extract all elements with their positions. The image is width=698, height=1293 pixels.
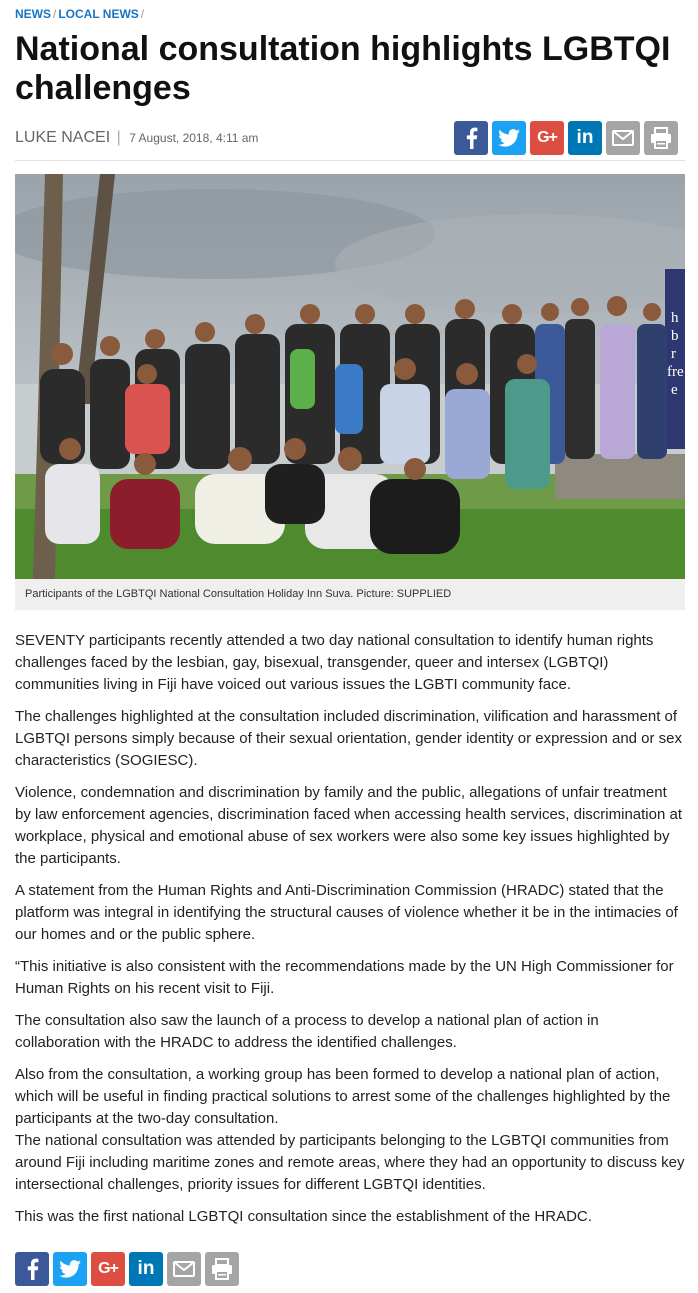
linkedin-share-button[interactable] <box>129 1252 163 1286</box>
banner-text-line: b <box>671 328 679 344</box>
email-icon <box>173 1261 195 1277</box>
google-plus-share-button[interactable] <box>91 1252 125 1286</box>
article-photo <box>15 174 685 579</box>
twitter-icon <box>498 129 520 147</box>
google-plus-share-button[interactable] <box>530 121 564 155</box>
print-button[interactable] <box>644 121 678 155</box>
banner-text-line: h <box>671 310 679 326</box>
share-bar-top <box>454 121 678 155</box>
breadcrumb-news-link[interactable]: NEWS <box>15 7 51 21</box>
article-paragraph: SEVENTY participants recently attended a two day national consultation to identify human rights challenges faced by the lesbian, gay, bisexual, transgender, queer and intersex (LGBTQI) communities living in Fiji have voiced out various issues the LGBTI community face. <box>15 632 654 693</box>
article-paragraph: The challenges highlighted at the consultation included discrimination, vilification and harassment of LGBTQI persons simply because of their sexual orientation, gender identity or expression and or sex characteristics (SOGIESC). <box>15 708 683 769</box>
twitter-share-button[interactable] <box>492 121 526 155</box>
article-paragraph: Also from the consultation, a working group has been formed to develop a national plan of action, which will be useful in finding practical solutions to arrest some of the challenges highlighted by the participants at the two-day consultation. <box>15 1066 671 1127</box>
byline-separator: | <box>116 129 121 146</box>
facebook-share-button[interactable] <box>454 121 488 155</box>
linkedin-icon: in <box>576 127 594 148</box>
print-icon <box>650 127 672 149</box>
author-name: LUKE NACEI <box>15 129 111 146</box>
share-bar-bottom <box>15 1252 239 1286</box>
article-paragraph: A statement from the Human Rights and Anti-Discrimination Commission (HRADC) stated that the platform was integral in identifying the structural causes of violence whether it be in the intimacies of our homes and or the public sphere. <box>15 882 678 943</box>
email-icon <box>612 130 634 146</box>
breadcrumb-local-news-link[interactable]: LOCAL NEWS <box>58 7 139 21</box>
group-photo-illustration <box>15 174 685 579</box>
article-paragraph: Violence, condemnation and discrimination by family and the public, allegations of unfair treatment by law enforcement agencies, discrimination faced when accessing health services, discrimination at workplace, physical and emotional abuse of sex workers were also some key issues highlighted by the participants. <box>15 784 682 867</box>
banner-text-line: r <box>671 346 676 362</box>
twitter-icon <box>59 1260 81 1278</box>
breadcrumb <box>15 7 146 21</box>
image-caption: Participants of the LGBTQI National Consultation Holiday Inn Suva. Picture: SUPPLIED <box>15 579 685 610</box>
linkedin-icon: in <box>137 1258 155 1279</box>
article-paragraph: “This initiative is also consistent with the recommendations made by the UN High Commissioner for Human Rights on his recent visit to Fiji. <box>15 958 674 997</box>
article-body <box>15 630 685 1238</box>
article-title: National consultation highlights LGBTQI challenges <box>15 30 671 107</box>
facebook-icon <box>463 127 479 149</box>
google-plus-icon: G+ <box>98 1260 118 1277</box>
linkedin-share-button[interactable] <box>568 121 602 155</box>
facebook-share-button[interactable] <box>15 1252 49 1286</box>
twitter-share-button[interactable] <box>53 1252 87 1286</box>
print-icon <box>211 1258 233 1280</box>
banner-text-line: e <box>671 382 678 398</box>
byline <box>15 129 258 147</box>
article-paragraph: The national consultation was attended by participants belonging to the LGBTQI communities from around Fiji including maritime zones and remote areas, where they had an opportunity to discuss key intersectional challenges, priority issues for different LGBTQI identities. <box>15 1132 685 1193</box>
email-share-button[interactable] <box>167 1252 201 1286</box>
breadcrumb-separator: / <box>53 7 57 21</box>
facebook-icon <box>24 1258 40 1280</box>
publish-date: 7 August, 2018, 4:11 am <box>129 131 259 145</box>
breadcrumb-separator: / <box>140 7 145 21</box>
article-paragraph: The consultation also saw the launch of a process to develop a national plan of action in collaboration with the HRADC to address the identified challenges. <box>15 1012 599 1051</box>
article-paragraph: This was the first national LGBTQI consultation since the establishment of the HRADC. <box>15 1208 592 1225</box>
print-button[interactable] <box>205 1252 239 1286</box>
google-plus-icon: G+ <box>537 129 557 146</box>
header-divider <box>15 160 685 161</box>
banner-text-line: fre <box>667 364 684 380</box>
email-share-button[interactable] <box>606 121 640 155</box>
